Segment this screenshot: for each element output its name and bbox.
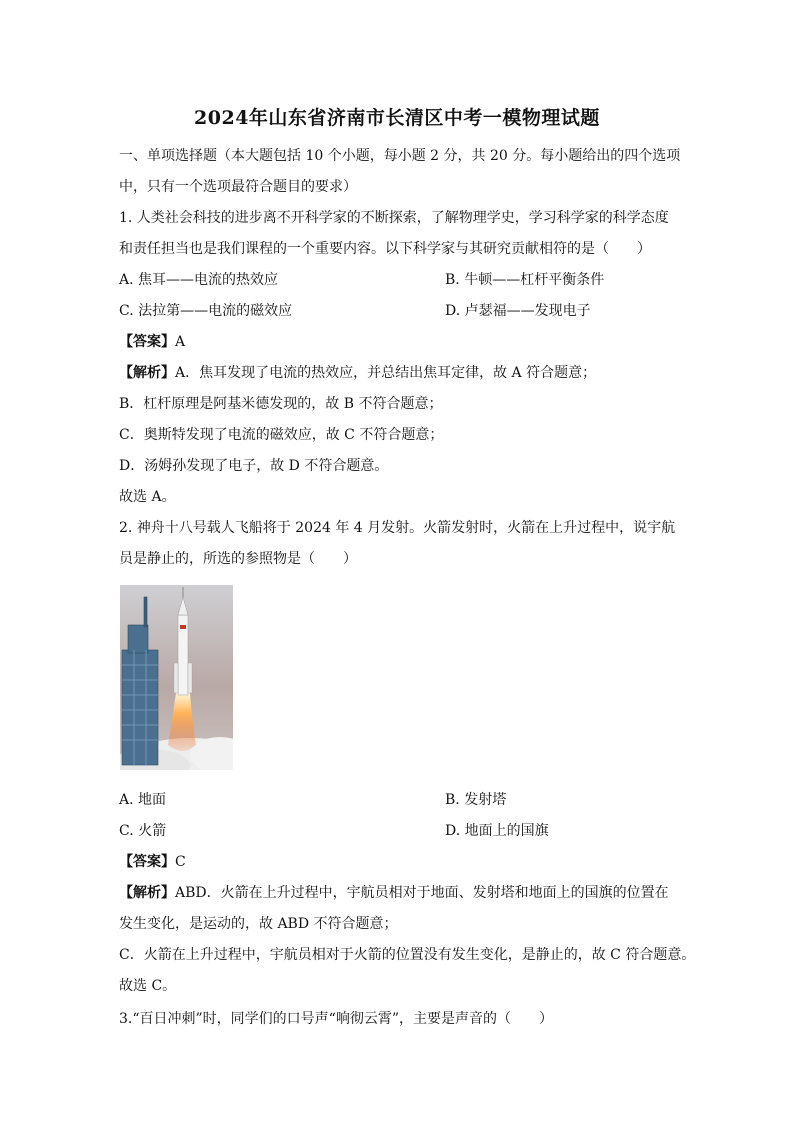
q1-option-c: C. 法拉第——电流的磁效应 <box>119 303 293 319</box>
q2-option-d: D. 地面上的国旗 <box>445 823 549 839</box>
q2-option-b: B. 发射塔 <box>445 792 507 808</box>
q1-conclusion: 故选 A。 <box>119 489 176 505</box>
q2-analysis-line1 <box>119 882 669 902</box>
q1-analysis-label: 【解析】 <box>119 365 175 381</box>
q1-stem-line1: 1. 人类社会科技的进步离不开科学家的不断探索，了解物理学史，学习科学家的科学态度 <box>119 210 669 226</box>
q2-analysis-line3: C．火箭在上升过程中，宇航员相对于火箭的位置没有发生变化，是静止的，故 C 符合题意。 <box>119 947 696 963</box>
q2-conclusion: 故选 C。 <box>119 978 177 994</box>
q1-analysis-text1: A．焦耳发现了电流的热效应，并总结出焦耳定律，故 A 符合题意； <box>175 365 597 381</box>
q1-option-d: D. 卢瑟福——发现电子 <box>445 303 591 319</box>
q1-analysis-line2: B．杠杆原理是阿基米德发现的，故 B 不符合题意； <box>119 396 443 412</box>
q1-analysis-line3: C．奥斯特发现了电流的磁效应，故 C 不符合题意； <box>119 427 444 443</box>
q2-answer-value: C <box>175 854 186 870</box>
q2-answer <box>119 851 186 871</box>
q1-option-a: A. 焦耳——电流的热效应 <box>119 272 279 288</box>
q2-analysis-label: 【解析】 <box>119 885 175 901</box>
q2-answer-label: 【答案】 <box>119 854 175 870</box>
q1-answer <box>119 331 185 351</box>
q2-option-a: A. 地面 <box>119 792 167 808</box>
rocket-launch-image <box>120 585 233 770</box>
q1-answer-value: A <box>175 334 186 350</box>
q2-option-c: C. 火箭 <box>119 823 167 839</box>
q2-stem-line2: 员是静止的，所选的参照物是（ ） <box>119 551 357 567</box>
q3-stem-line1: 3.“百日冲刺”时，同学们的口号声“响彻云霄”，主要是声音的（ ） <box>119 1011 553 1027</box>
q2-analysis-line2: 发生变化，是运动的，故 ABD 不符合题意； <box>119 916 398 932</box>
q1-answer-label: 【答案】 <box>119 334 175 350</box>
q1-stem-line2: 和责任担当也是我们课程的一个重要内容。以下科学家与其研究贡献相符的是（ ） <box>119 241 651 257</box>
section-heading: 一、单项选择题（本大题包括 10 个小题，每小题 2 分，共 20 分。每小题给出的四个选项 <box>119 148 681 164</box>
q1-option-b: B. 牛顿——杠杆平衡条件 <box>445 272 605 288</box>
section-heading-cont: 中，只有一个选项最符合题目的要求） <box>119 179 357 195</box>
q1-analysis-line4: D．汤姆孙发现了电子，故 D 不符合题意。 <box>119 458 389 474</box>
q2-analysis-text1: ABD．火箭在上升过程中，宇航员相对于地面、发射塔和地面上的国旗的位置在 <box>175 885 669 901</box>
q2-stem-line1: 2. 神舟十八号载人飞船将于 2024 年 4 月发射。火箭发射时，火箭在上升过程中，说宇航 <box>119 520 676 536</box>
q1-analysis-line1 <box>119 362 596 382</box>
page-title: 2024年山东省济南市长清区中考一模物理试题 <box>194 107 600 129</box>
